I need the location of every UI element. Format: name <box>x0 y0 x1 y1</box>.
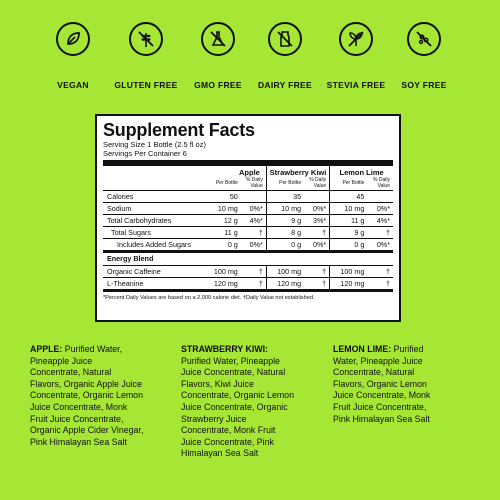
nutrient-amount: 11 g <box>330 214 367 226</box>
nutrient-amount: 10 mg <box>266 202 303 214</box>
nutrient-row <box>103 202 393 214</box>
ingredient-line: Concentrate, Natural <box>333 367 415 378</box>
nutrient-dv: 4%* <box>240 214 267 226</box>
wheat-crossed-icon <box>129 22 163 56</box>
nutrient-row <box>103 277 393 289</box>
nutrient-amount: 10 mg <box>330 202 367 214</box>
energy-blend-label: Energy Blend <box>103 253 393 265</box>
nutrient-name: Total Carbohydrates <box>103 214 203 226</box>
ingredient-line: Fruit Juice Concentrate, <box>333 401 427 412</box>
ingredient-line: Concentrate, Organic Lemon <box>181 390 294 401</box>
ingredient-line: Juice Concentrate, Monk <box>30 401 128 412</box>
daily-value-label: % Daily Value <box>366 178 393 190</box>
nutrient-amount: 120 mg <box>213 278 238 288</box>
nutrient-amount: 50 <box>203 190 240 202</box>
ingredient-line: Purified <box>391 344 424 354</box>
nutrient-amount: 35 <box>266 190 303 202</box>
nutrient-name: Calories <box>103 190 203 202</box>
ingredient-line: Concentrate, Monk Fruit <box>181 425 276 436</box>
nutrient-dv: 0%* <box>376 239 390 249</box>
product-name: Apple <box>239 167 260 177</box>
ingredient-line: Strawberry Juice <box>181 413 247 424</box>
ingredients-apple <box>30 344 180 448</box>
nutrient-dv: † <box>366 265 393 277</box>
ingredient-line: Juice Concentrate, Pink <box>181 436 274 447</box>
ingredient-line: Fruit Juice Concentrate, <box>30 413 124 424</box>
product-name: Strawberry Kiwi <box>266 166 329 178</box>
nutrient-amount: 120 mg <box>266 277 303 289</box>
ingredient-line: Juice Concentrate, Natural <box>181 367 286 378</box>
nutrient-amount: 0 g <box>227 239 238 249</box>
nutrient-amount: 0 g <box>266 238 303 250</box>
nutrient-name: Includes Added Sugars <box>117 239 191 249</box>
badge-gluten-free <box>106 22 186 90</box>
badge-soy-free <box>384 22 464 90</box>
badge-label: VEGAN <box>57 80 89 90</box>
ingredient-line: Juice Concentrate, Monk <box>333 390 431 401</box>
serving-size: Serving Size 1 Bottle (2.5 fl oz) <box>103 140 206 149</box>
nutrient-dv: † <box>366 226 393 238</box>
facts-table <box>103 166 393 292</box>
soybean-crossed-icon <box>407 22 441 56</box>
plant-crossed-icon <box>339 22 373 56</box>
nutrient-amount: 11 g <box>203 226 240 238</box>
badge-row <box>0 22 500 102</box>
nutrient-dv: 0%* <box>303 202 330 214</box>
panel-title: Supplement Facts <box>103 120 255 140</box>
per-bottle-label: Per Bottle <box>203 178 240 190</box>
nutrient-row <box>103 238 393 250</box>
ingredients-strawberry-kiwi <box>181 344 331 460</box>
nutrient-dv: † <box>240 265 267 277</box>
badge-label: SOY FREE <box>401 80 447 90</box>
nutrient-dv: † <box>303 226 330 238</box>
nutrient-dv: 0%* <box>366 202 393 214</box>
nutrient-amount: 100 mg <box>330 265 367 277</box>
ingredient-line: Purified Water, Pineapple <box>181 355 280 366</box>
ingredient-line: Juice Concentrate, Organic <box>181 401 288 412</box>
product-header-row <box>103 166 393 178</box>
nutrient-amount: 9 g <box>266 214 303 226</box>
ingredient-line: Purified Water, <box>62 344 123 354</box>
nutrient-amount: 100 mg <box>266 265 303 277</box>
nutrient-row <box>103 214 393 226</box>
nutrient-name: Sodium <box>103 202 203 214</box>
nutrient-name: Organic Caffeine <box>103 265 203 277</box>
leaf-icon <box>56 22 90 56</box>
nutrient-row <box>103 226 393 238</box>
ingredient-heading: APPLE: <box>30 344 63 354</box>
nutrient-dv: † <box>322 278 327 288</box>
nutrient-dv: † <box>386 278 390 288</box>
ingredient-line: Water, Pineapple Juice <box>333 355 423 366</box>
daily-value-label: % Daily Value <box>240 178 267 190</box>
product-name: Lemon Lime <box>330 166 393 178</box>
nutrient-dv: 4%* <box>366 214 393 226</box>
daily-value-label: % Daily Value <box>303 178 330 190</box>
ingredient-heading: LEMON LIME: <box>333 344 392 354</box>
ingredient-heading: STRAWBERRY KIWI: <box>181 344 268 354</box>
nutrient-amount: 9 g <box>330 226 367 238</box>
badge-vegan <box>33 22 113 90</box>
nutrient-amount: 120 mg <box>330 277 367 289</box>
column-subheader-row <box>103 178 393 190</box>
badge-dairy-free <box>245 22 325 90</box>
nutrient-dv: 3%* <box>303 214 330 226</box>
ingredient-line: Flavors, Organic Lemon <box>333 378 427 389</box>
nutrient-dv: † <box>258 278 263 288</box>
nutrient-amount: 10 mg <box>203 202 240 214</box>
milk-carton-crossed-icon <box>268 22 302 56</box>
ingredient-line: Concentrate, Organic Lemon <box>30 390 143 401</box>
ingredient-line: Himalayan Sea Salt <box>181 448 259 459</box>
servings-per-container: Servings Per Container 6 <box>103 149 187 158</box>
ingredient-line: Organic Apple Cider Vinegar, <box>30 425 144 436</box>
ingredient-line: Pink Himalayan Sea Salt <box>333 413 430 424</box>
ingredient-line: Pink Himalayan Sea Salt <box>30 436 127 447</box>
nutrient-dv: 0%* <box>240 202 267 214</box>
nutrient-row <box>103 265 393 277</box>
nutrient-dv: † <box>240 226 267 238</box>
badge-label: STEVIA FREE <box>326 80 386 90</box>
nutrient-amount: 12 g <box>203 214 240 226</box>
nutrient-amount: 45 <box>330 190 367 202</box>
ingredient-line: Pineapple Juice <box>30 355 93 366</box>
ingredient-line: Flavors, Kiwi Juice <box>181 378 254 389</box>
badge-label: DAIRY FREE <box>257 80 312 90</box>
ingredients-lemon-lime <box>333 344 473 425</box>
calories-row <box>103 190 393 202</box>
energy-blend-row <box>103 253 393 265</box>
footnote: *Percent Daily Values are based on a 2,000 calorie diet. †Daily Value not established. <box>103 295 315 301</box>
nutrient-name: L-Theanine <box>107 278 144 288</box>
nutrient-amount: 0 g <box>330 238 367 250</box>
nutrient-amount: 8 g <box>266 226 303 238</box>
nutrient-dv: 0%* <box>249 239 263 249</box>
per-bottle-label: Per Bottle <box>266 178 303 190</box>
per-bottle-label: Per Bottle <box>330 178 367 190</box>
ingredient-line: Concentrate, Natural <box>30 367 112 378</box>
badge-label: GMO FREE <box>194 80 242 90</box>
flask-crossed-icon <box>201 22 235 56</box>
nutrient-amount: 100 mg <box>203 265 240 277</box>
ingredient-line: Flavors, Organic Apple Juice <box>30 378 142 389</box>
nutrient-name: Total Sugars <box>103 226 203 238</box>
badge-label: GLUTEN FREE <box>114 80 178 90</box>
nutrient-dv: 0%* <box>312 239 327 249</box>
supplement-facts-panel <box>95 114 401 322</box>
nutrient-dv: † <box>303 265 330 277</box>
